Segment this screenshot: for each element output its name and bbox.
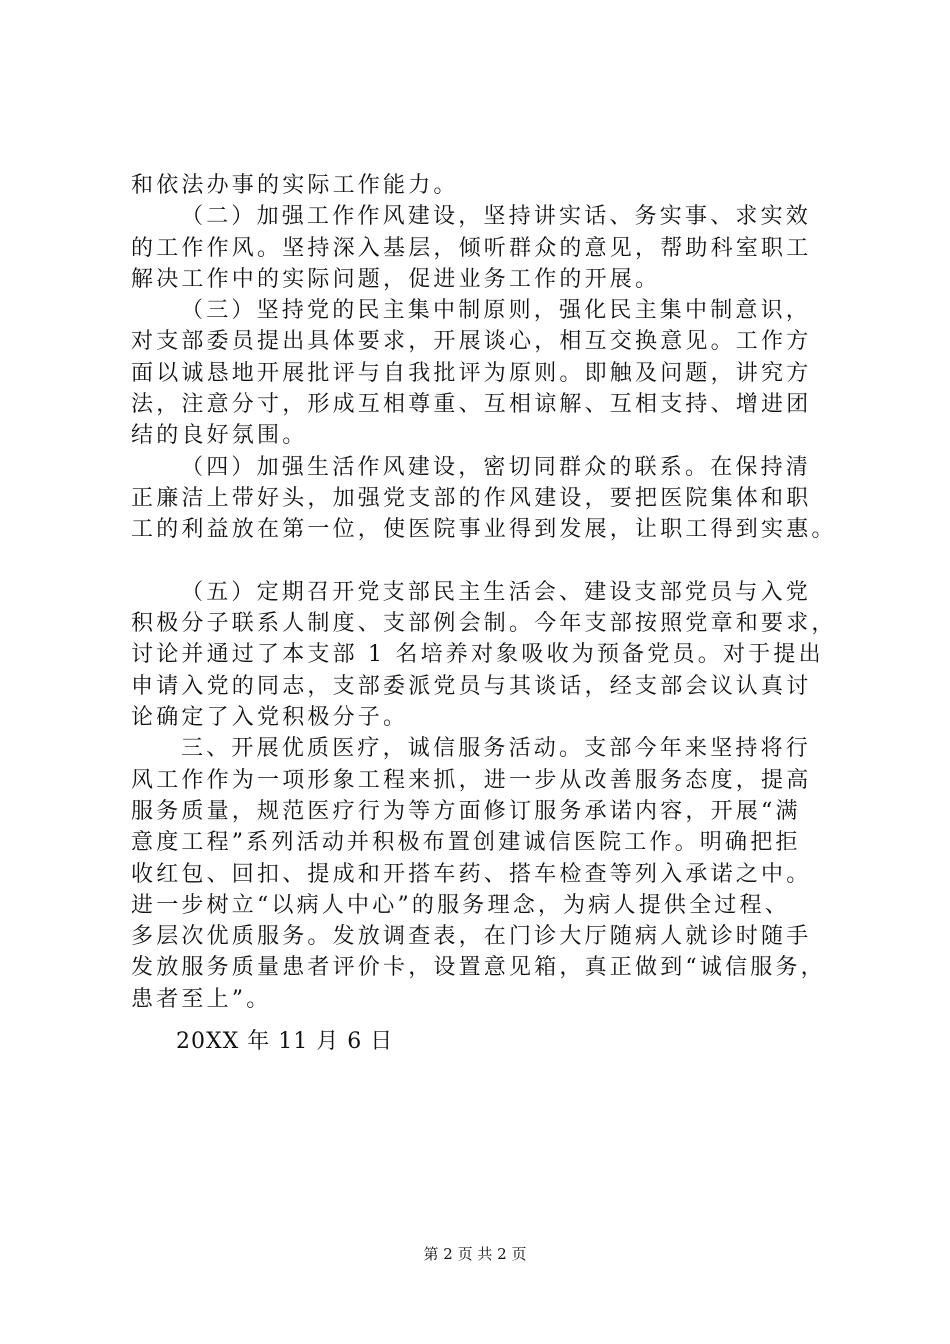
text-line: 发放服务质量患者评价卡，设置意见箱，真正做到“诚信服务， [131, 955, 826, 981]
text-line: 的工作作风。坚持深入基层，倾听群众的意见，帮助科室职工 [131, 235, 812, 261]
text-line: 工的利益放在第一位，使医院事业得到发展，让职工得到实惠。 [131, 517, 837, 543]
text-line: 正廉洁上带好头，加强党支部的作风建设，要把医院集体和职 [131, 485, 812, 511]
text-line: 风工作作为一项形象工程来抓，进一步从改善服务态度，提高 [131, 767, 812, 793]
text-line: 结的良好氛围。 [131, 423, 308, 449]
text-line: 多层次优质服务。发放调查表，在门诊大厅随病人就诊时随手 [131, 924, 812, 950]
text-line: 患者至上”。 [131, 986, 272, 1012]
text-line: 服务质量，规范医疗行为等方面修订服务承诺内容，开展“满 [131, 798, 801, 824]
text-line: 解决工作中的实际问题，促进业务工作的开展。 [131, 266, 661, 292]
document-date: 20XX 年 11 月 6 日 [176, 1029, 394, 1054]
text-line: 和依法办事的实际工作能力。 [131, 173, 459, 198]
text-line: （五）定期召开党支部民主生活会、建设支部党员与入党 [181, 579, 812, 605]
text-line: 积极分子联系人制度、支部例会制。今年支部按照党章和要求， [131, 611, 837, 637]
page-number-footer: 第 2 页 共 2 页 [423, 1245, 527, 1263]
text-line: 面以诚恳地开展批评与自我批评为原则。即触及问题，讲究方 [131, 360, 812, 386]
text-line: （三）坚持党的民主集中制原则，强化民主集中制意识， [181, 298, 812, 324]
text-line: （二）加强工作作风建设，坚持讲实话、务实事、求实效 [181, 204, 812, 230]
text-line: 意度工程”系列活动并积极布置创建诚信医院工作。明确把拒 [131, 830, 801, 856]
blank-line [131, 546, 847, 577]
text-line: 论确定了入党积极分子。 [131, 705, 409, 731]
document-body [131, 170, 847, 1015]
text-line: 法，注意分寸，形成互相尊重、互相谅解、互相支持、增进团 [131, 392, 812, 418]
text-line: 进一步树立“以病人中心”的服务理念，为病人提供全过程、 [131, 892, 790, 918]
text-line: 申请入党的同志，支部委派党员与其谈话，经支部会议认真讨 [131, 673, 812, 699]
text-line: 对支部委员提出具体要求，开展谈心，相互交换意见。工作方 [131, 329, 812, 355]
text-line: 讨论并通过了本支部 1 名培养对象吸收为预备党员。对于提出 [131, 642, 824, 668]
text-line: 三、开展优质医疗，诚信服务活动。支部今年来坚持将行 [181, 736, 812, 762]
text-line: 收红包、回扣、提成和开搭车药、搭车检查等列入承诺之中。 [131, 861, 812, 887]
text-line: （四）加强生活作风建设，密切同群众的联系。在保持清 [181, 454, 812, 480]
